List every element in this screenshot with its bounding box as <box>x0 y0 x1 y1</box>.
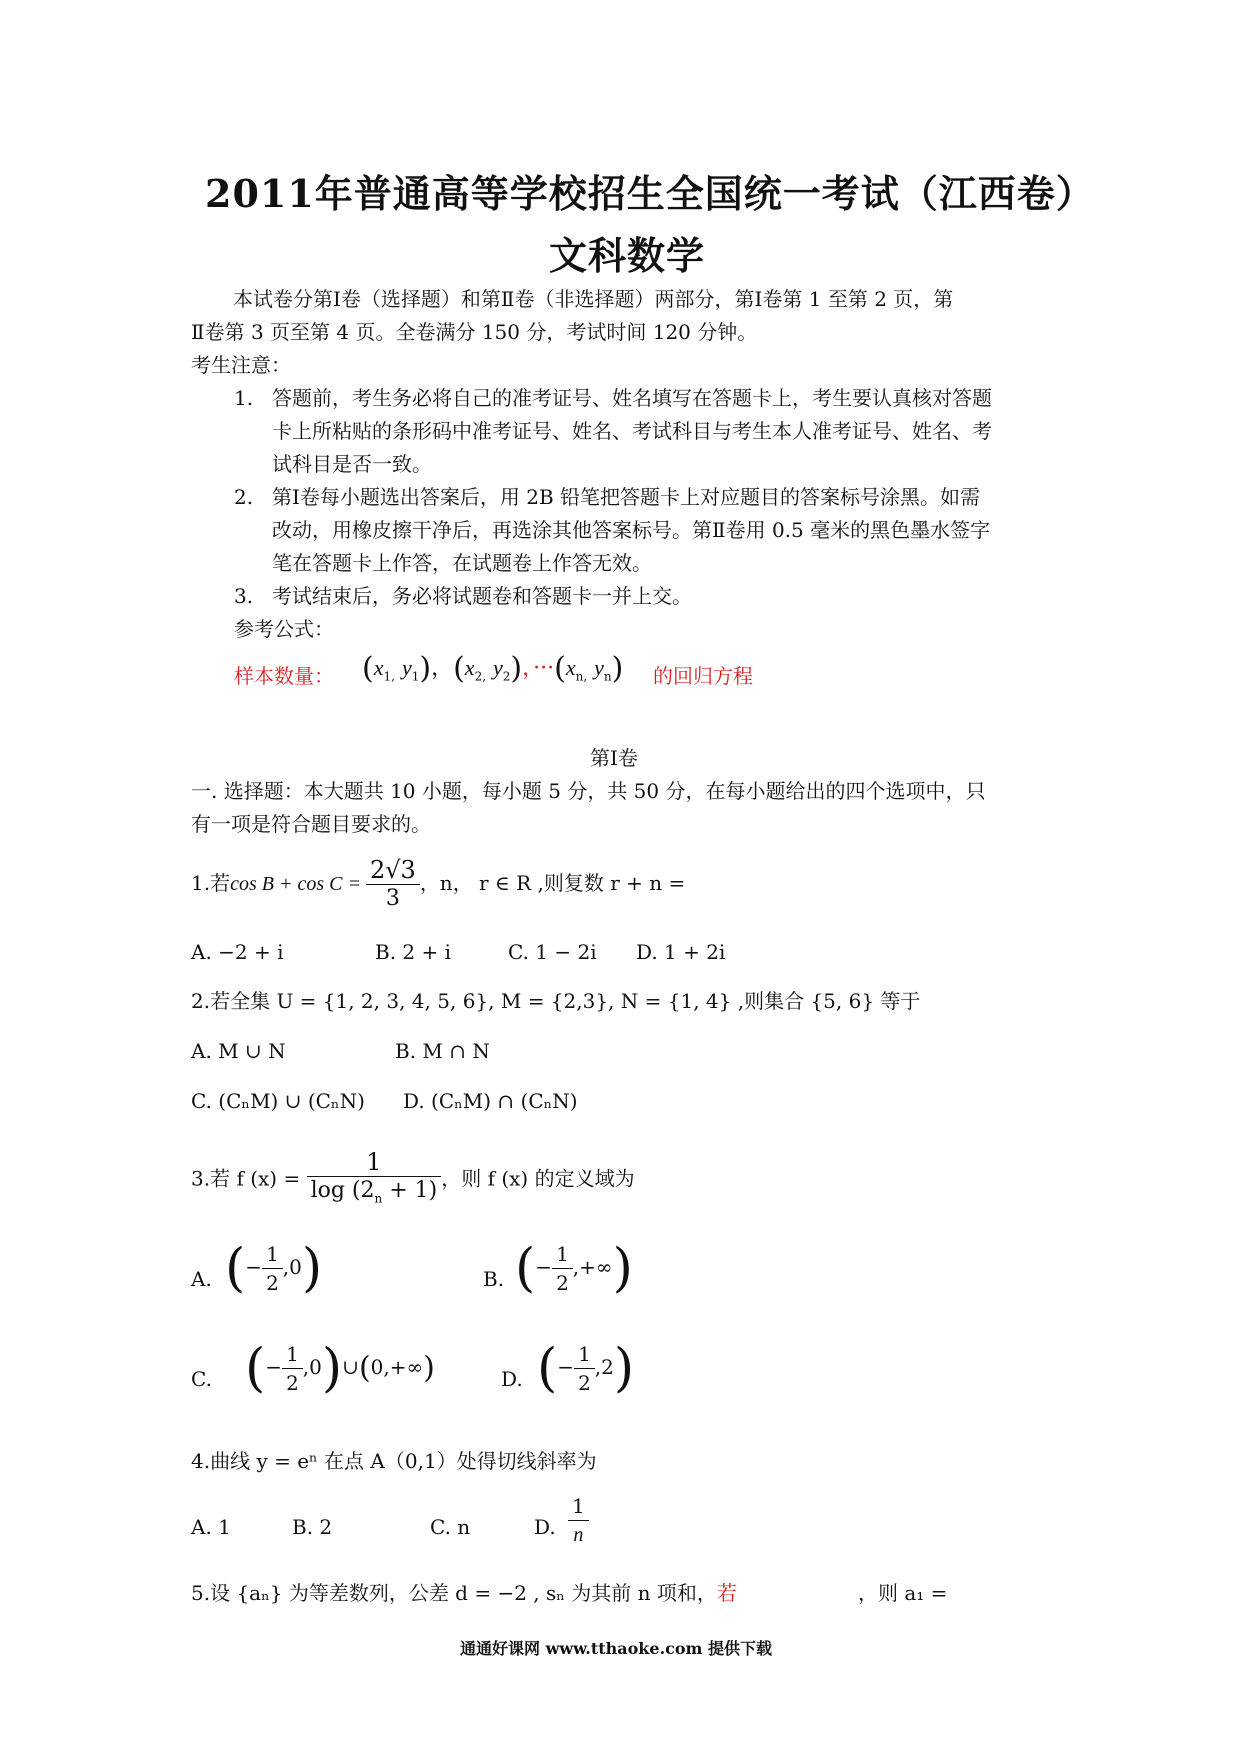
q3-option-a-label: A. <box>191 1267 212 1291</box>
q3-option-a-formula: (− $\frac{1}{2}$ ,0) <box>225 1238 323 1299</box>
formula-heading: 参考公式： <box>234 617 334 641</box>
q1-option-c: C. 1 − 2i <box>508 940 597 964</box>
q5-red-word: 若 <box>716 1581 737 1605</box>
note-2-line-1: 第Ⅰ卷每小题选出答案后，用 2B 铅笔把答题卡上对应题目的答案标号涂黑。如需 <box>272 485 981 509</box>
q3-option-d-label: D. <box>501 1367 523 1391</box>
q3-option-d-formula: (− $\frac{1}{2}$ ,2) <box>537 1338 635 1399</box>
note-3-line-1: 考试结束后，务必将试题卷和答题卡一并上交。 <box>272 584 692 608</box>
q4-option-d-label: D. <box>534 1515 556 1539</box>
question-2: 2.若全集 U = {1, 2, 3, 4, 5, 6}, M = {2,3}, N = {1, 4} ,则集合 {5, 6} 等于 <box>191 989 921 1013</box>
question-5 <box>191 1577 737 1609</box>
q2-option-c: C. (CₙM) ∪ (CₙN) <box>191 1089 365 1113</box>
q4-option-b: B. 2 <box>292 1515 333 1539</box>
q3-prefix: 3.若 f (x) = <box>191 1166 301 1191</box>
note-2-line-3: 笔在答题卡上作答，在试题卷上作答无效。 <box>272 551 652 575</box>
q3-option-b-formula: (− $\frac{1}{2}$ ,+∞) <box>515 1238 633 1299</box>
page-subtitle: 文科数学 <box>549 233 706 278</box>
q1-option-d: D. 1 + 2i <box>636 940 726 964</box>
q5-suffix: ，则 a₁ = <box>858 1581 948 1605</box>
intro-line-1: 本试卷分第Ⅰ卷（选择题）和第Ⅱ卷（非选择题）两部分，第Ⅰ卷第 1 至第 2 页，第 <box>233 287 954 311</box>
q1-option-b: B. 2 + i <box>375 940 452 964</box>
q1-fraction: $\frac{2√3}{3}$ <box>366 856 420 913</box>
q3-fraction: $\frac{1}{\log (2_n + 1)}$ <box>307 1148 442 1212</box>
note-3-number: 3. <box>234 584 254 608</box>
q4-option-c: C. n <box>430 1515 471 1539</box>
question-4: 4.曲线 y = eⁿ 在点 A（0,1）处得切线斜率为 <box>191 1449 597 1473</box>
q1-prefix: 1.若 <box>191 871 231 895</box>
note-1-number: 1. <box>234 386 254 410</box>
q2-option-d: D. (CₙM) ∩ (CₙN) <box>403 1089 578 1113</box>
note-2-number: 2. <box>234 485 254 509</box>
page-title: 2011年普通高等学校招生全国统一考试（江西卷） <box>205 171 1095 216</box>
q3-option-c-label: C. <box>191 1367 212 1391</box>
q4-option-d-formula: $\frac{1}{n}$ <box>568 1492 589 1549</box>
note-1-line-2: 卡上所粘贴的条形码中准考证号、姓名、考试科目与考生本人准考证号、姓名、考 <box>272 419 992 443</box>
question-1 <box>191 856 685 913</box>
q5-prefix: 5.设 {aₙ} 为等差数列，公差 d = −2 , sₙ 为其前 n 项和， <box>191 1581 717 1605</box>
q2-option-a: A. M ∪ N <box>191 1039 286 1063</box>
sample-label: 样本数量： <box>234 664 334 688</box>
note-1-line-1: 答题前，考生务必将自己的准考证号、姓名填写在答题卡上，考生要认真核对答题 <box>272 386 992 410</box>
q3-suffix: ，则 f (x) 的定义域为 <box>441 1166 635 1191</box>
intro-line-2: Ⅱ卷第 3 页至第 4 页。全卷满分 150 分，考试时间 120 分钟。 <box>191 320 758 344</box>
section-desc-line-1: 一. 选择题：本大题共 10 小题，每小题 5 分，共 50 分，在每小题给出的四个选项中，只 <box>191 779 986 803</box>
q4-option-a: A. 1 <box>191 1515 231 1539</box>
q3-option-b-label: B. <box>483 1267 505 1291</box>
q3-option-c-formula: (− $\frac{1}{2}$ ,0)∪(0,+∞) <box>245 1338 435 1399</box>
note-2-line-2: 改动，用橡皮擦干净后，再选涂其他答案标号。第Ⅱ卷用 0.5 毫米的黑色墨水签字 <box>272 518 991 542</box>
notice-heading: 考生注意： <box>191 353 291 377</box>
sample-points-formula: ($x_{1,}$ $y_1$)，($x_{2,}$ $y_2$)，$\cdot\cdot\cdot(x_{n,}$ $y_n$) <box>362 651 624 686</box>
note-1-line-3: 试科目是否一致。 <box>272 452 432 476</box>
q1-suffix: ，n， r ∈ R ,则复数 r + n = <box>419 871 686 895</box>
section-title: 第Ⅰ卷 <box>590 746 638 770</box>
section-desc-line-2: 有一项是符合题目要求的。 <box>191 812 431 836</box>
page-footer: 通通好课网 www.tthaoke.com 提供下载 <box>460 1639 773 1658</box>
q1-cos-expr: cos B + cos C = <box>230 873 366 895</box>
sample-suffix: 的回归方程 <box>653 664 753 688</box>
q1-option-a: A. −2 + i <box>191 940 284 964</box>
question-3 <box>191 1148 635 1212</box>
q2-option-b: B. M ∩ N <box>395 1039 490 1063</box>
